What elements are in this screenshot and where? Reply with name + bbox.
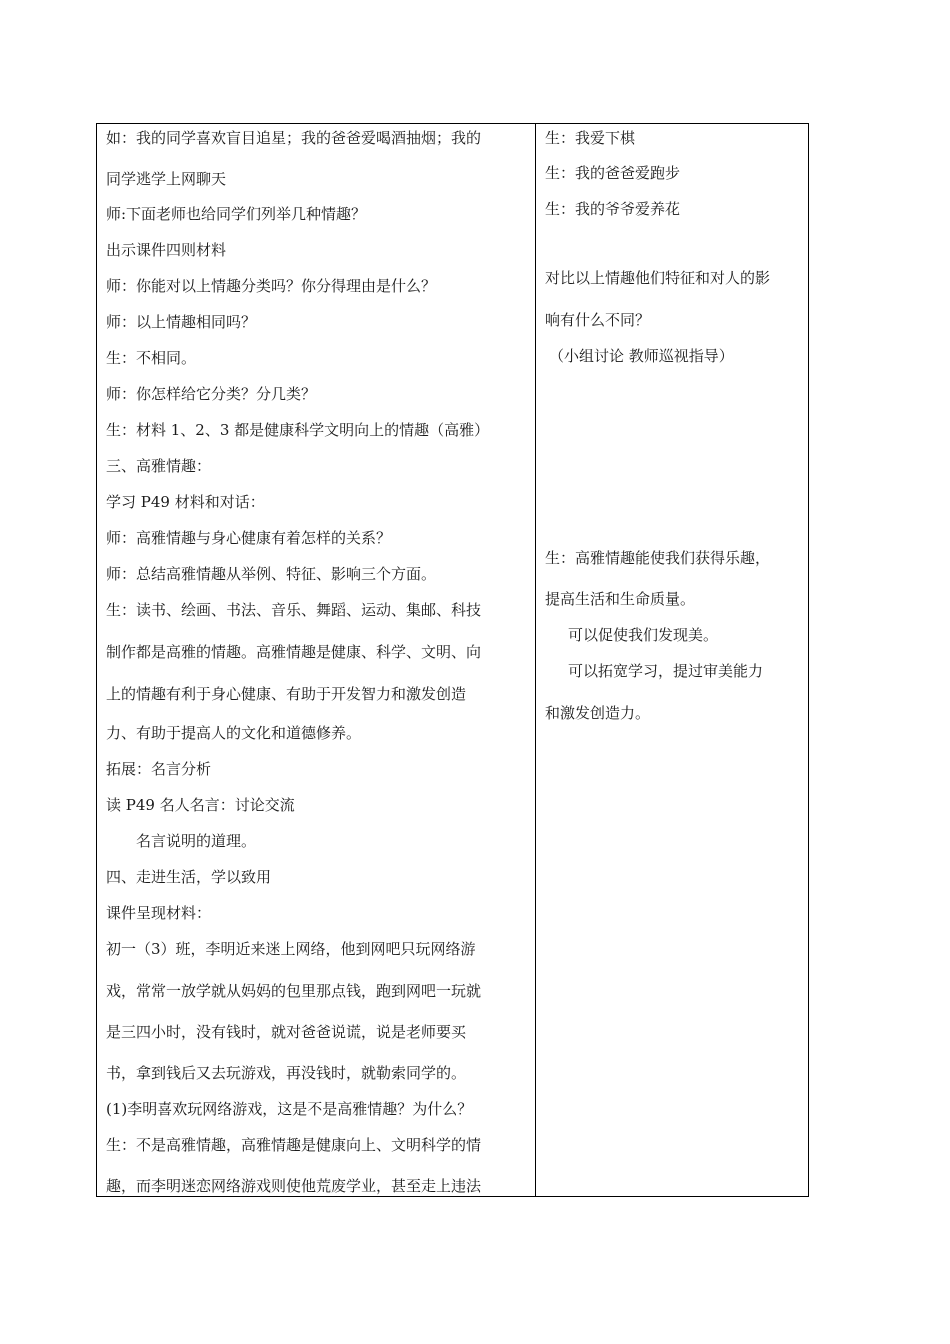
text-line: 生：不是高雅情趣，高雅情趣是健康向上、文明科学的情	[106, 1136, 482, 1154]
text-line: 可以拓宽学习，提过审美能力	[568, 662, 764, 680]
text-line: 课件呈现材料：	[106, 904, 212, 922]
text-line: 书，拿到钱后又去玩游戏，再没钱时，就勒索同学的。	[106, 1064, 467, 1082]
text-line: 师:下面老师也给同学们列举几种情趣？	[106, 205, 367, 223]
text-line: 同学逃学上网聊天	[106, 170, 227, 188]
text-line: 初一（3）班，李明近来迷上网络，他到网吧只玩网络游	[106, 940, 476, 958]
text-line: 上的情趣有利于身心健康、有助于开发智力和激发创造	[106, 685, 467, 703]
text-line: 师：你能对以上情趣分类吗？你分得理由是什么？	[106, 277, 437, 295]
text-line: 生：我的爷爷爱养花	[545, 200, 681, 218]
text-line: 生：读书、绘画、书法、音乐、舞蹈、运动、集邮、科技	[106, 601, 482, 619]
text-line: 提高生活和生命质量。	[545, 590, 696, 608]
text-line: 出示课件四则材料	[106, 241, 227, 259]
text-line: 和激发创造力。	[545, 704, 651, 722]
text-line: （小组讨论 教师巡视指导）	[549, 347, 734, 365]
text-line: 师：总结高雅情趣从举例、特征、影响三个方面。	[106, 565, 437, 583]
column-divider	[535, 123, 536, 1197]
section-heading: 三、高雅情趣：	[106, 457, 212, 475]
text-line: 生：材料 1、2、3 都是健康科学文明向上的情趣（高雅）	[106, 421, 490, 439]
text-line: 制作都是高雅的情趣。高雅情趣是健康、科学、文明、向	[106, 643, 482, 661]
text-line: 对比以上情趣他们特征和对人的影	[545, 269, 771, 287]
text-line: 拓展：名言分析	[106, 760, 212, 778]
text-line: 师：以上情趣相同吗？	[106, 313, 257, 331]
text-line: 响有什么不同？	[545, 311, 651, 329]
section-heading: 四、走进生活，学以致用	[106, 868, 272, 886]
text-line: 生：我爱下棋	[545, 129, 636, 147]
text-line: 生：高雅情趣能使我们获得乐趣，	[545, 549, 771, 567]
text-line: 生：不相同。	[106, 349, 197, 367]
text-line: 生：我的爸爸爱跑步	[545, 164, 681, 182]
text-line: (1)李明喜欢玩网络游戏，这是不是高雅情趣？为什么？	[106, 1100, 473, 1118]
text-line: 可以促使我们发现美。	[568, 626, 719, 644]
text-line: 师：高雅情趣与身心健康有着怎样的关系？	[106, 529, 392, 547]
text-line: 力、有助于提高人的文化和道德修养。	[106, 724, 362, 742]
text-line: 师：你怎样给它分类？分几类？	[106, 385, 317, 403]
text-line: 如：我的同学喜欢盲目追星；我的爸爸爱喝酒抽烟；我的	[106, 129, 482, 147]
text-line: 是三四小时，没有钱时，就对爸爸说谎，说是老师要买	[106, 1023, 467, 1041]
text-line: 戏，常常一放学就从妈妈的包里那点钱，跑到网吧一玩就	[106, 982, 482, 1000]
text-line: 趣，而李明迷恋网络游戏则使他荒废学业，甚至走上违法	[106, 1177, 482, 1195]
text-line: 学习 P49 材料和对话：	[106, 493, 265, 511]
text-line: 读 P49 名人名言：讨论交流	[106, 796, 295, 814]
text-line: 名言说明的道理。	[136, 832, 257, 850]
